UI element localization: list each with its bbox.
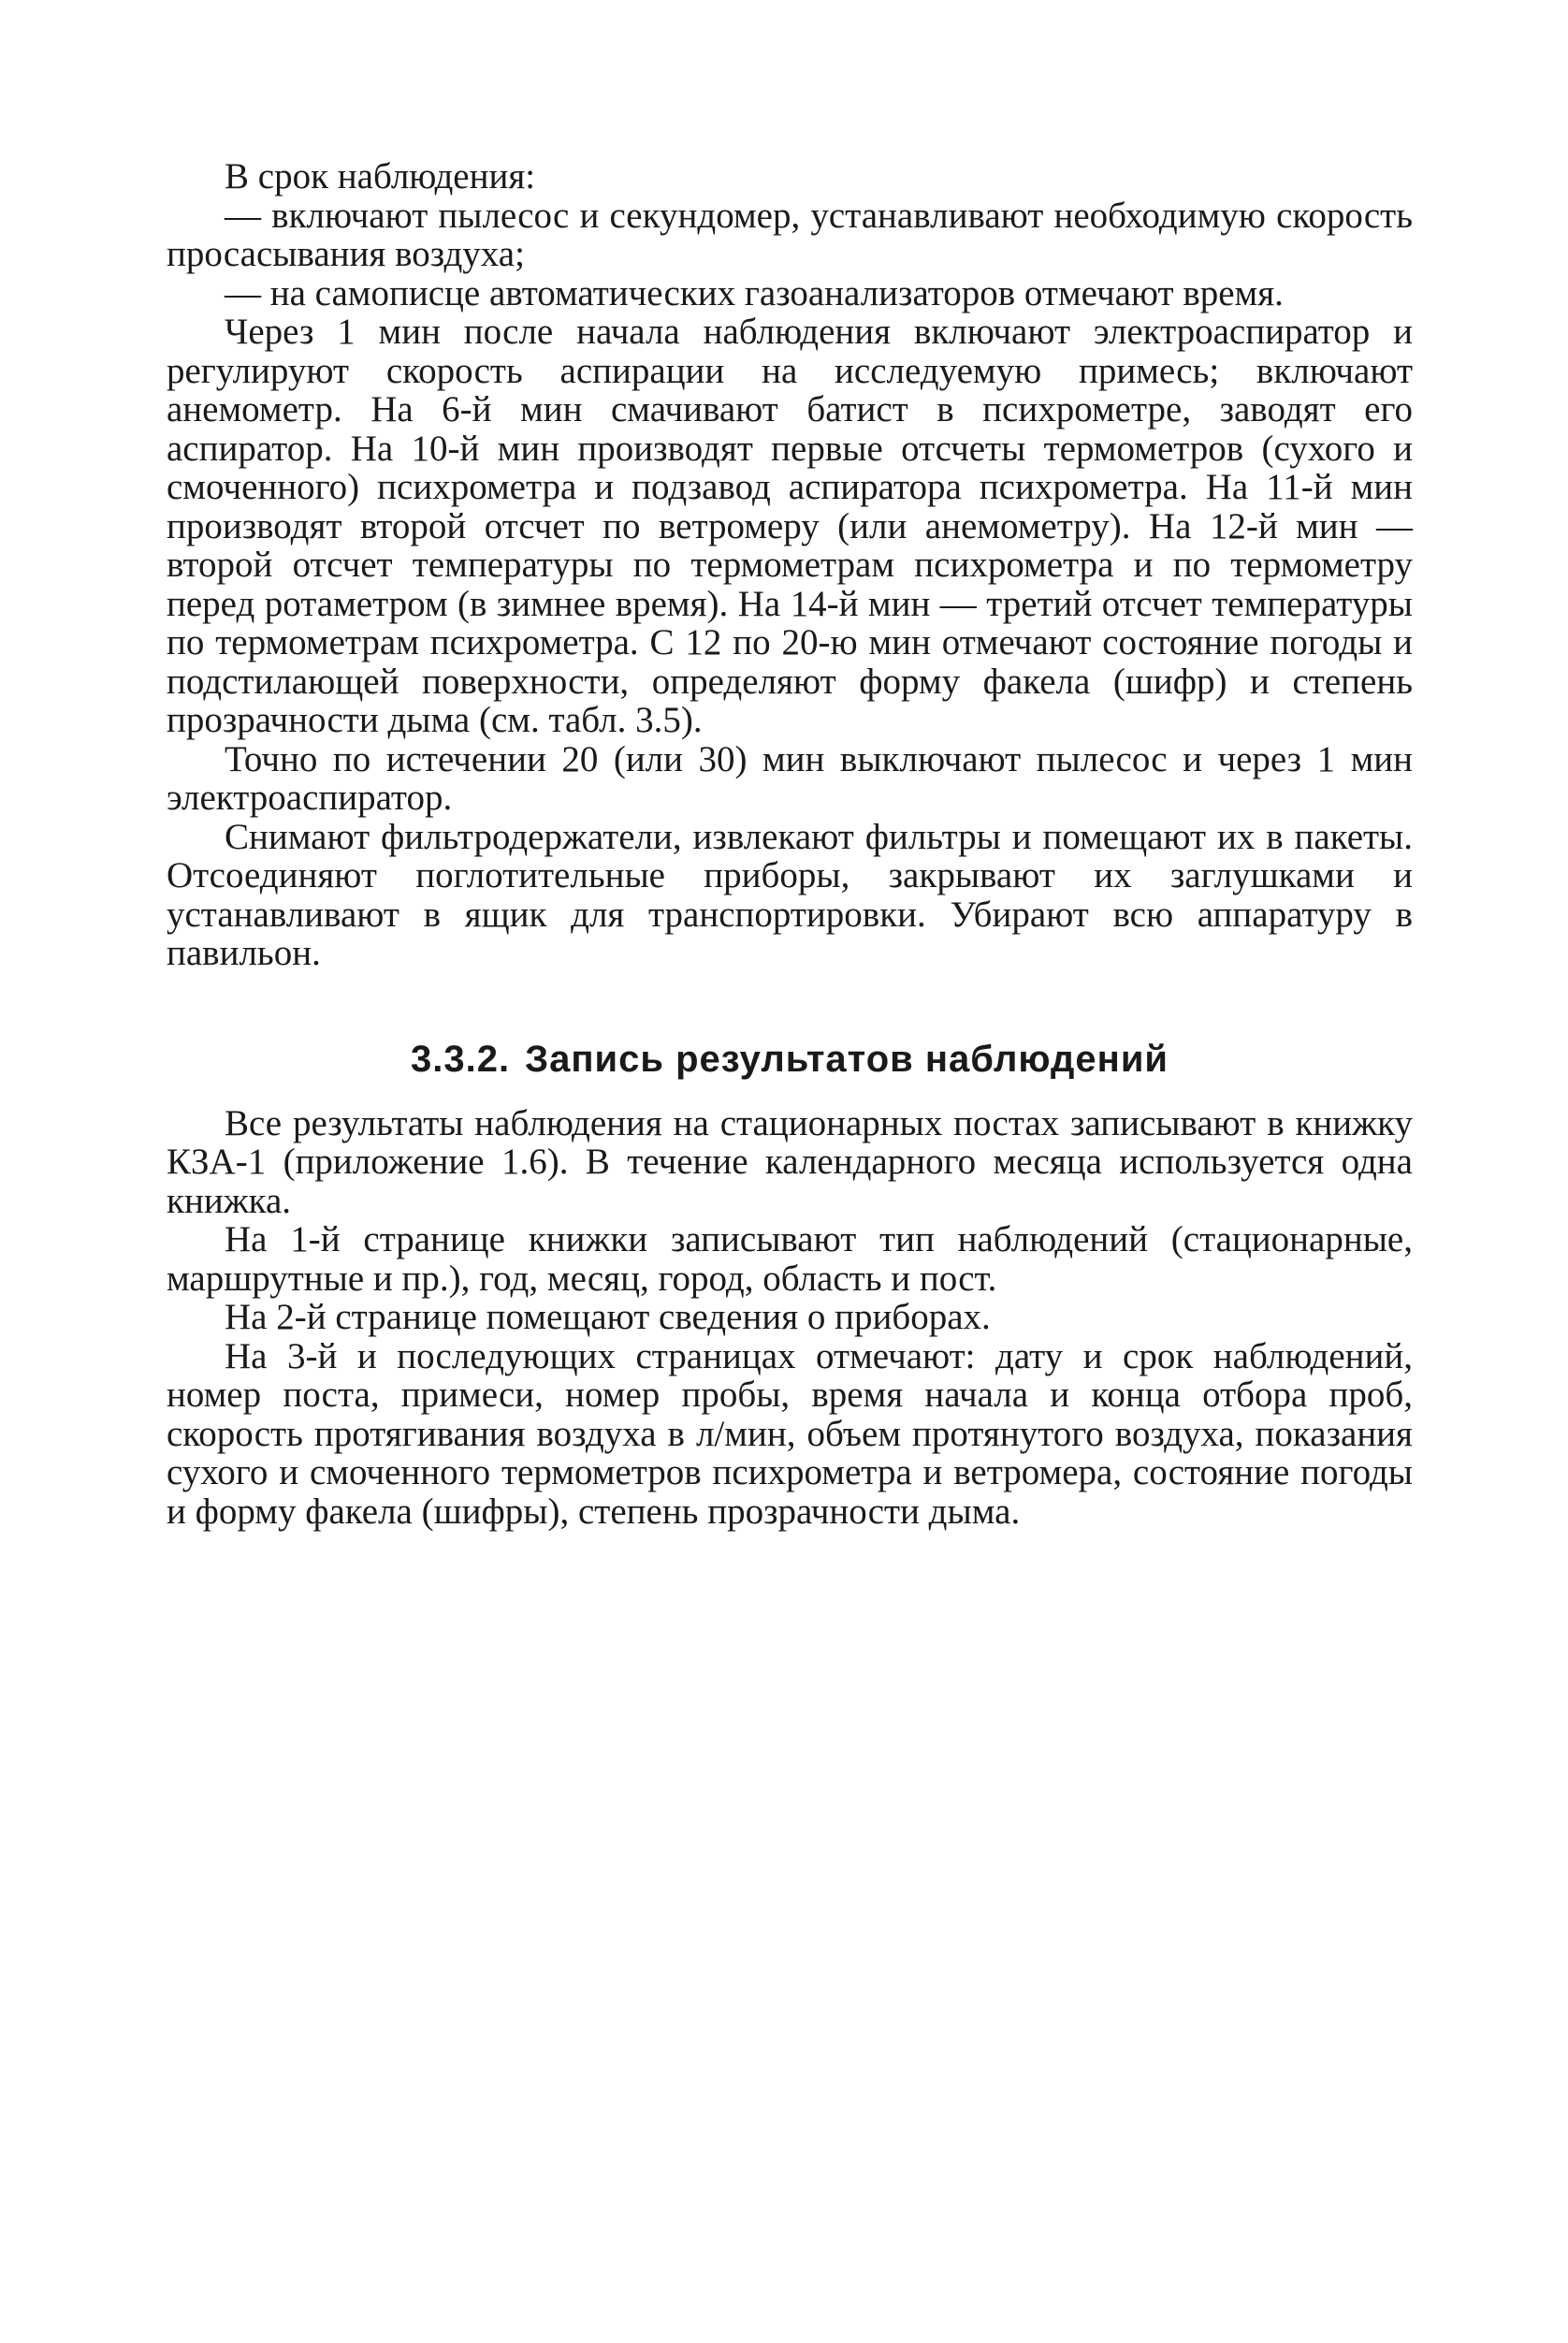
paragraph-page-one: На 1-й странице книжки записывают тип наблюдений (стационарные, маршрутные и пр.), год, месяц, город, область и пост.: [167, 1219, 1413, 1299]
paragraph-page-three: На 3-й и последующих страницах отмечают: дату и срок наблюдений, номер поста, примеси, номер пробы, время начала и конца отбора проб, скорость протягивания воздуха в л/мин, объем протянутого воздуха, показания сухого и смоченного термометров психрометра и ветромера, состояние погоды и форму факела (шифры), степень прозрачности дыма.: [167, 1335, 1413, 1532]
section-spacer: [167, 973, 1413, 1037]
paragraph-step-vacuum: — включают пылесос и секундомер, устанавливают необходимую скорость просасывания воздуха;: [167, 195, 1413, 274]
paragraph-procedure: Через 1 мин после начала наблюдения включают электроаспиратор и регулируют скорость аспирации на исследуемую примесь; включают анемометр. На 6-й мин смачивают батист в психрометре, заводят его аспиратор. На 10-й мин производят первые отсчеты термометров (сухого и смоченного) психрометра и подзавод аспиратора психрометра. На 11-й мин производят второй отсчет по ветромеру (или анемометру). На 12-й мин — второй отсчет температуры по термометрам психрометра и по термометру перед ротаметром (в зимнее время). На 14-й мин — третий отсчет температуры по термометрам психрометра. С 12 по 20-ю мин отмечают состояние погоды и подстилающей поверхности, определяют форму факела (шифр) и степень прозрачности дыма (см. табл. 3.5).: [167, 312, 1413, 740]
paragraph-results-book: Все результаты наблюдения на стационарных постах записывают в книжку КЗА-1 (приложение 1.6). В течение календарного месяца используется одна книжка.: [167, 1102, 1413, 1221]
paragraph-step-recorder: — на самописце автоматических газоанализаторов отмечают время.: [225, 272, 1284, 313]
paragraph-shutdown: Точно по истечении 20 (или 30) мин выключают пылесос и через 1 мин электроаспиратор.: [167, 738, 1413, 818]
section-number: 3.3.2.: [410, 1038, 511, 1080]
page-content: [167, 157, 1413, 1531]
paragraph-packing: Снимают фильтродержатели, извлекают фильтры и помещают их в пакеты. Отсоединяют поглотительные приборы, закрывают их заглушками и устанавливают в ящик для транспортировки. Убирают всю аппаратуру в павильон.: [167, 816, 1413, 973]
intro-line: В срок наблюдения:: [225, 156, 536, 196]
paragraph-page-two: На 2-й странице помещают сведения о приборах.: [225, 1297, 991, 1337]
section-heading: [167, 1037, 1413, 1082]
section-title: Запись результатов наблюдений: [525, 1038, 1169, 1080]
